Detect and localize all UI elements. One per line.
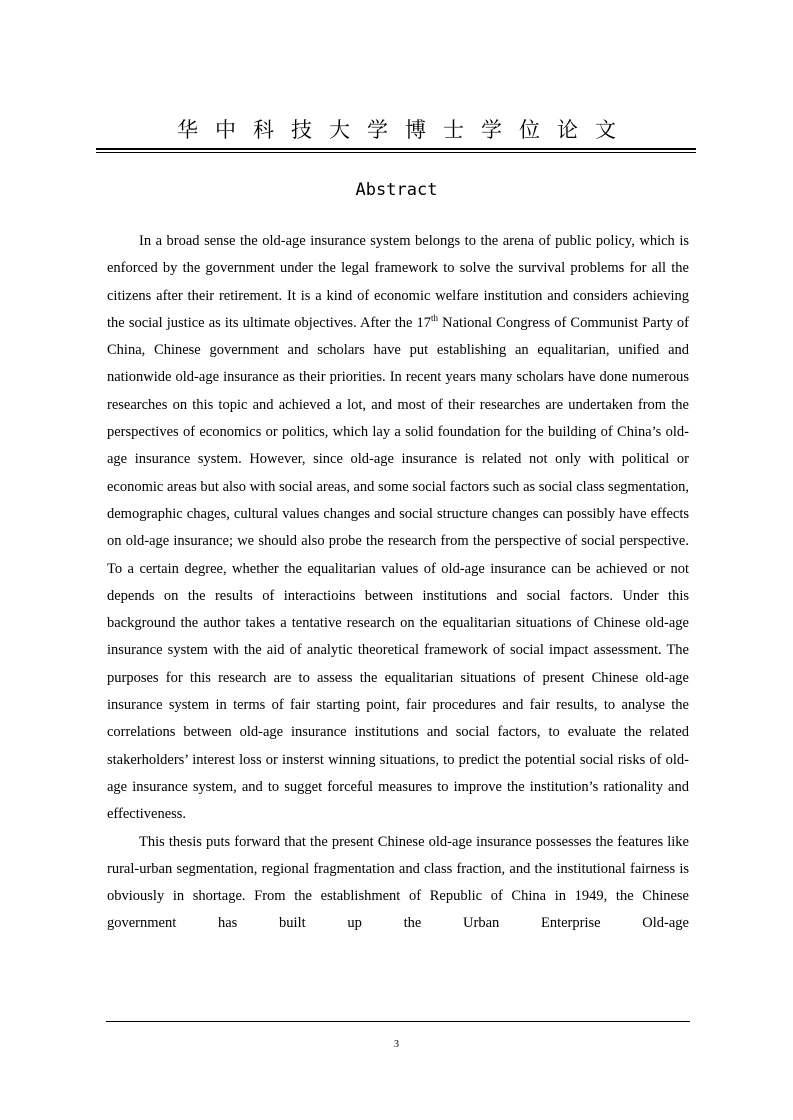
header-rule-thin: [96, 152, 696, 153]
thesis-header-title: 华中科技大学博士学位论文: [177, 118, 633, 142]
page-number: 3: [394, 1039, 399, 1050]
abstract-body: [107, 228, 689, 938]
paragraph-1: [107, 228, 689, 829]
section-heading: Abstract: [355, 180, 438, 200]
ordinal-number: 17: [416, 314, 432, 331]
footer-rule: [106, 1021, 690, 1022]
paragraph-1-part-1: In a broad sense the old-age insurance system belongs to the arena of public policy, which is enforced by the government under the legal framework to solve the survival problems for all the citizens after their retirement. It is a kind of economic welfare institution and considers achieving the social justice as its ultimate objectives. After the: [107, 233, 689, 331]
paragraph-1-part-2: National Congress of Communist Party of China, Chinese government and scholars have put establishing an equalitarian, unified and nationwide old-age insurance as their priorities. In recent years many scholars have done numerous researches on this topic and achieved a lot, and most of their researches are undertaken from the perspectives of economics or politics, which lay a solid foundation for the building of China’s old-age insurance system. However, since old-age insurance is related not only with political or economic areas but also with social areas, and some social factors such as social class segmentation, demographic chages, cultural values changes and social structure changes can possibly have effects on old-age insurance; we should also probe the research from the perspective of social perspective. To a certain degree, whether the equalitarian values of old-age insurance can be achieved or not depends on the results of interactioins between institutions and social factors. Under this background the author takes a tentative research on the equalitarian situations of Chinese old-age insurance system with the aid of analytic theoretical framework of social impact assessment. The purposes for this research are to assess the equalitarian situations of present Chinese old-age insurance system in terms of fair starting point, fair procedures and fair results, to analyse the correlations between old-age insurance institutions and social factors, to evaluate the related stakerholders’ interest loss or insterst winning situations, to predict the potential social risks of old-age insurance system, and to sugget forceful measures to improve the institution’s rationality and effectiveness.: [107, 314, 690, 823]
ordinal-suffix: th: [431, 313, 439, 324]
header-rule-thick: [96, 148, 696, 150]
paragraph-2: This thesis puts forward that the present Chinese old-age insurance possesses the features like rural-urban segmentation, regional fragmentation and class fraction, and the institutional fairness is obviously in shortage. From the establishment of Republic of China in 1949, the Chinese government has built up the Urban Enterprise Old-age: [107, 833, 689, 932]
